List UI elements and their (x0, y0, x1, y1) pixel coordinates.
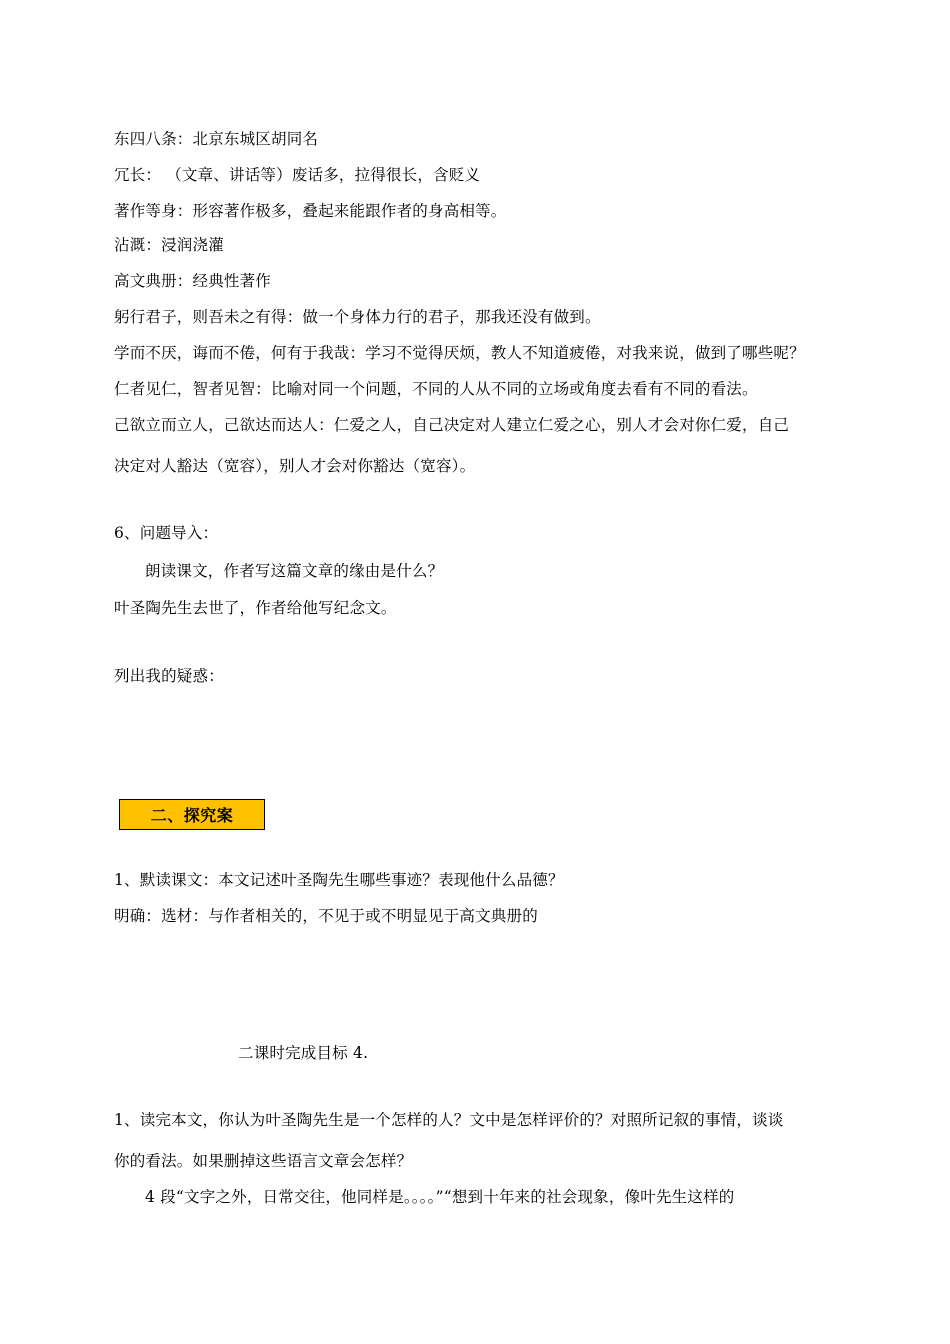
glossary-line-6: 躬行君子，则吾未之有得：做一个身体力行的君子，那我还没有做到。 (114, 308, 601, 326)
doubts-label: 列出我的疑惑： (114, 667, 224, 685)
question-intro-question: 朗读课文，作者写这篇文章的缘由是什么？ (145, 562, 444, 580)
glossary-line-1: 东四八条：北京东城区胡同名 (114, 130, 319, 148)
glossary-line-9: 己欲立而立人，己欲达而达人：仁爱之人，自己决定对人建立仁爱之心，别人才会对你仁爱，自己 (114, 416, 790, 434)
section2-question-1: 1、默读课文：本文记述叶圣陶先生哪些事迹？表现他什么品德？ (114, 871, 564, 889)
section2-question-2-line-1: 1、读完本文，你认为叶圣陶先生是一个怎样的人？文中是怎样评价的？对照所记叙的事情，谈谈 (114, 1111, 784, 1129)
section-title-box (119, 799, 265, 830)
question-intro-answer: 叶圣陶先生去世了，作者给他写纪念文。 (114, 599, 397, 617)
section2-answer-1: 明确：选材：与作者相关的，不见于或不明显见于高文典册的 (114, 907, 538, 925)
glossary-line-2: 冗长： （文章、讲话等）废话多，拉得很长，含贬义 (114, 166, 481, 184)
question-intro-heading: 6、问题导入： (114, 524, 219, 542)
section2-question-2-line-2: 你的看法。如果删掉这些语言文章会怎样？ (114, 1152, 413, 1170)
lesson2-note: 二课时完成目标 4. (238, 1044, 369, 1062)
glossary-line-3: 著作等身：形容著作极多，叠起来能跟作者的身高相等。 (114, 202, 507, 220)
glossary-line-7: 学而不厌，诲而不倦，何有于我哉：学习不觉得厌烦，教人不知道疲倦，对我来说，做到了哪些呢？ (114, 344, 805, 362)
glossary-line-5: 高文典册：经典性著作 (114, 272, 272, 290)
glossary-line-8: 仁者见仁，智者见智：比喻对同一个问题，不同的人从不同的立场或角度去看有不同的看法。 (114, 380, 758, 398)
glossary-line-10: 决定对人豁达（宽容），别人才会对你豁达（宽容）。 (114, 457, 476, 475)
section2-question-2-line-3: 4 段“文字之外，日常交往，他同样是。。。。”“想到十年来的社会现象，像叶先生这样的 (145, 1188, 735, 1206)
section-title: 二、探究案 (150, 806, 234, 825)
glossary-line-4: 沾溉：浸润浇灌 (114, 236, 224, 254)
